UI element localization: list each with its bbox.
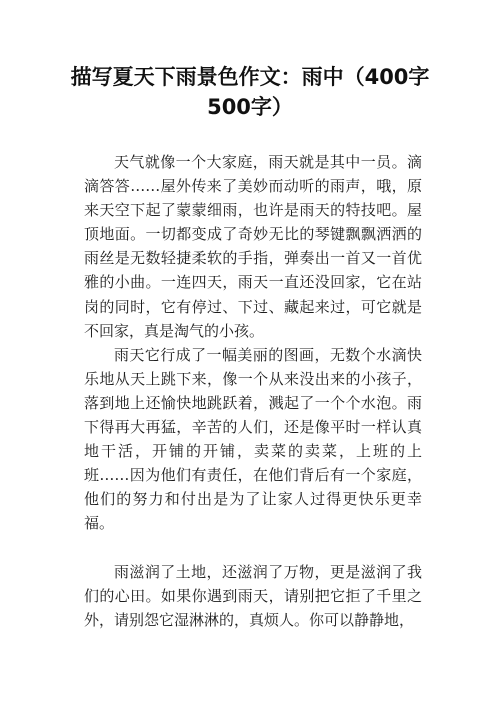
paragraph-2: 雨天它行成了一幅美丽的图画，无数个水滴快乐地从天上跳下来，像一个从来没出来的小孩子，落到地上还愉快地跳跃着，溅起了一个个水泡。雨下得再大再猛，辛苦的人们，还是像平时一样认真地干活，开铺的开铺，卖菜的卖菜，上班的上班……因为他们有责任，在他们背后有一个家庭，他们的努力和付出是为了让家人过得更快乐更幸福。 <box>84 345 422 533</box>
document-title: 描写夏天下雨景色作文：雨中（400字500字） <box>70 65 430 119</box>
paragraph-1: 天气就像一个大家庭，雨天就是其中一员。滴滴答答……屋外传来了美妙而动听的雨声，哦，原来天空下起了蒙蒙细雨，也许是雨天的特技吧。屋顶地面。一切都变成了奇妙无比的琴键飘飘洒洒的雨丝是无数轻捷柔软的手指，弹奏出一首又一首优雅的小曲。一连四天，雨天一直还没回家，它在站岗的同时，它有停过、下过、藏起来过，可它就是不回家，真是淘气的小孩。 <box>84 153 422 340</box>
paragraph-3: 雨滋润了土地，还滋润了万物，更是滋润了我们的心田。如果你遇到雨天，请别把它拒了千里之外，请别怨它湿淋淋的，真烦人。你可以静静地， <box>84 562 422 629</box>
document-body <box>84 150 422 632</box>
paragraph-gap <box>84 536 422 560</box>
